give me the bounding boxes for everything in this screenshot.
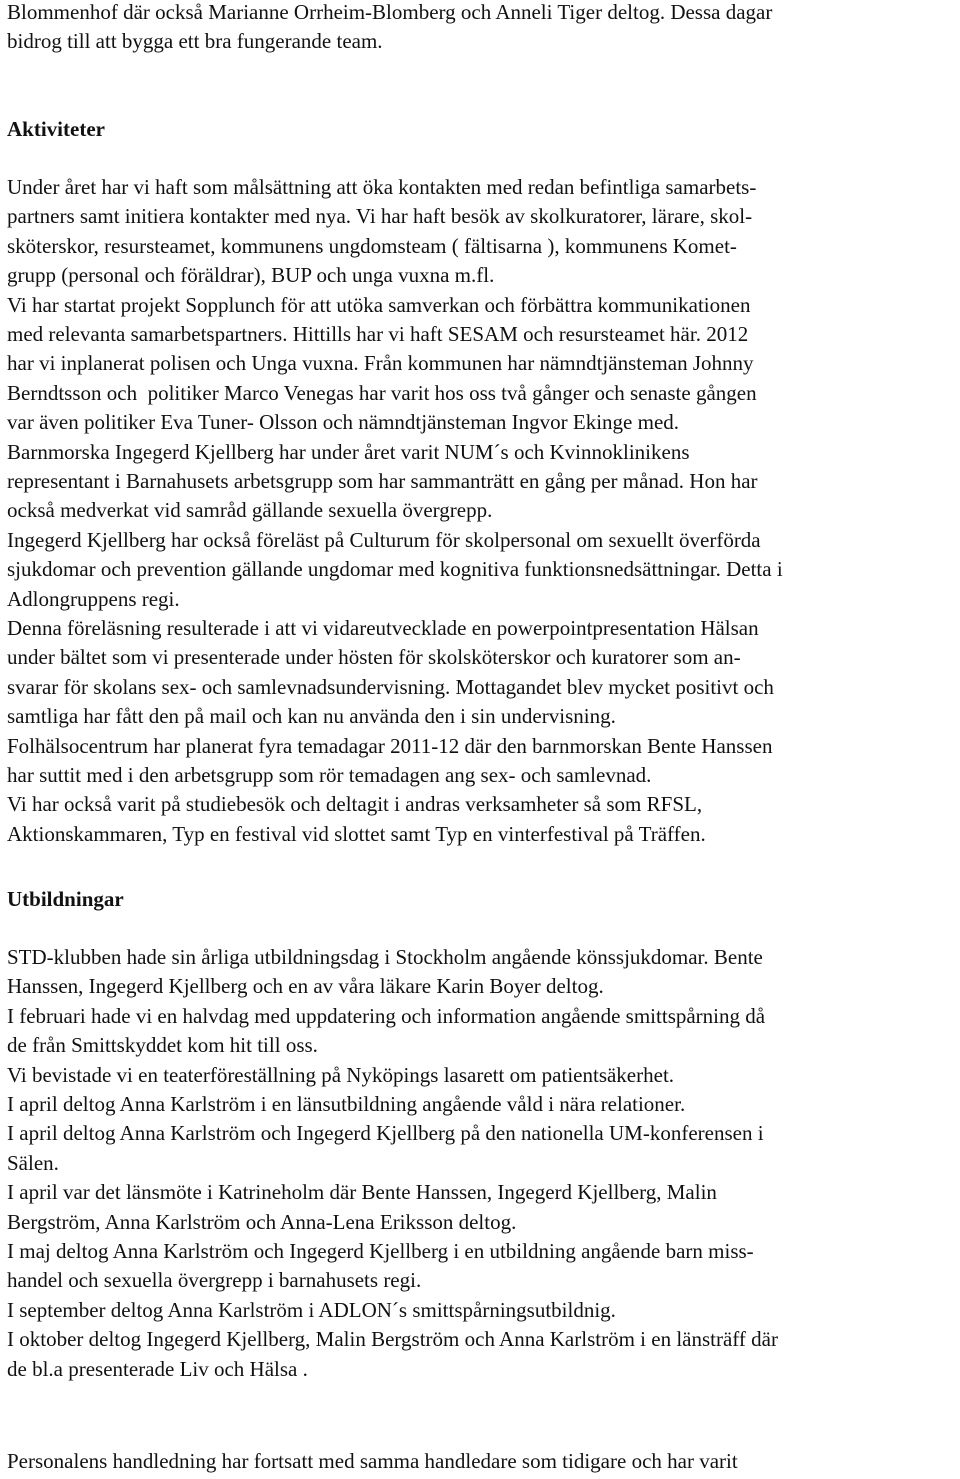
aktiviteter-line: Vi har startat projekt Sopplunch för att utöka samverkan och förbättra kommunikationen	[7, 293, 751, 317]
utbildningar-line: I september deltog Anna Karlström i ADLON´s smittspårningsutbildnig.	[7, 1298, 616, 1322]
utbildningar-line: I maj deltog Anna Karlström och Ingegerd Kjellberg i en utbildning angående barn miss-	[7, 1239, 754, 1263]
section-heading-aktiviteter: Aktiviteter	[7, 117, 105, 141]
utbildningar-line: Bergström, Anna Karlström och Anna-Lena Eriksson deltog.	[7, 1210, 517, 1234]
utbildningar-line: I februari hade vi en halvdag med uppdatering och information angående smittspårning då	[7, 1004, 766, 1028]
intro-line: Blommenhof där också Marianne Orrheim-Blomberg och Anneli Tiger deltog. Dessa dagar	[7, 0, 773, 24]
aktiviteter-line: Adlongruppens regi.	[7, 587, 180, 611]
aktiviteter-line: sköterskor, resursteamet, kommunens ungdomsteam ( fältisarna ), kommunens Komet-	[7, 234, 737, 258]
aktiviteter-line: Folhälsocentrum har planerat fyra temadagar 2011-12 där den barnmorskan Bente Hanssen	[7, 734, 773, 758]
utbildningar-line: handel och sexuella övergrepp i barnahusets regi.	[7, 1268, 422, 1292]
aktiviteter-line: under bältet som vi presenterade under hösten för skolsköterskor och kuratorer som an-	[7, 645, 741, 669]
aktiviteter-line: Barnmorska Ingegerd Kjellberg har under året varit NUM´s och Kvinnoklinikens	[7, 440, 690, 464]
aktiviteter-line: partners samt initiera kontakter med nya. Vi har haft besök av skolkuratorer, lärare, skol-	[7, 204, 753, 228]
utbildningar-line: Sälen.	[7, 1151, 59, 1175]
aktiviteter-line: grupp (personal och föräldrar), BUP och unga vuxna m.fl.	[7, 263, 495, 287]
utbildningar-line: de bl.a presenterade Liv och Hälsa .	[7, 1357, 308, 1381]
aktiviteter-line: har vi inplanerat polisen och Unga vuxna. Från kommunen har nämndtjänsteman Johnny	[7, 351, 754, 375]
utbildningar-line: de från Smittskyddet kom hit till oss.	[7, 1033, 318, 1057]
utbildningar-line: I april deltog Anna Karlström och Ingegerd Kjellberg på den nationella UM-konferensen i	[7, 1121, 764, 1145]
section-heading-utbildningar: Utbildningar	[7, 887, 124, 911]
aktiviteter-line: med relevanta samarbetspartners. Hittills har vi haft SESAM och resursteamet här. 2012	[7, 322, 749, 346]
aktiviteter-line: Under året har vi haft som målsättning att öka kontakten med redan befintliga samarbets-	[7, 175, 757, 199]
utbildningar-line: Vi bevistade vi en teaterföreställning på Nyköpings lasarett om patientsäkerhet.	[7, 1063, 675, 1087]
utbildningar-line: STD-klubben hade sin årliga utbildningsdag i Stockholm angående könssjukdomar. Bente	[7, 945, 763, 969]
aktiviteter-line: Ingegerd Kjellberg har också föreläst på Culturum för skolpersonal om sexuellt överförda	[7, 528, 761, 552]
aktiviteter-line: representant i Barnahusets arbetsgrupp som har sammanträtt en gång per månad. Hon har	[7, 469, 758, 493]
utbildningar-line: I oktober deltog Ingegerd Kjellberg, Malin Bergström och Anna Karlström i en länsträff där	[7, 1327, 778, 1351]
utbildningar-line: Hanssen, Ingegerd Kjellberg och en av våra läkare Karin Boyer deltog.	[7, 974, 604, 998]
intro-line: bidrog till att bygga ett bra fungerande team.	[7, 29, 383, 53]
aktiviteter-line: har suttit med i den arbetsgrupp som rör temadagen ang sex- och samlevnad.	[7, 763, 652, 787]
closing-line: Personalens handledning har fortsatt med samma handledare som tidigare och har varit	[7, 1449, 738, 1473]
aktiviteter-line: samtliga har fått den på mail och kan nu använda den i sin undervisning.	[7, 704, 616, 728]
utbildningar-line: I april var det länsmöte i Katrineholm där Bente Hanssen, Ingegerd Kjellberg, Malin	[7, 1180, 717, 1204]
utbildningar-line: I april deltog Anna Karlström i en länsutbildning angående våld i nära relationer.	[7, 1092, 686, 1116]
aktiviteter-line: svarar för skolans sex- och samlevnadsundervisning. Mottagandet blev mycket positivt och	[7, 675, 774, 699]
aktiviteter-line: Vi har också varit på studiebesök och deltagit i andras verksamheter så som RFSL,	[7, 792, 703, 816]
aktiviteter-line: sjukdomar och prevention gällande ungdomar med kognitiva funktionsnedsättningar. Detta i	[7, 557, 783, 581]
aktiviteter-line: Aktionskammaren, Typ en festival vid slottet samt Typ en vinterfestival på Träffen.	[7, 822, 706, 846]
aktiviteter-line: Denna föreläsning resulterade i att vi vidareutvecklade en powerpointpresentation Hälsan	[7, 616, 759, 640]
aktiviteter-line: Berndtsson och politiker Marco Venegas har varit hos oss två gånger och senaste gången	[7, 381, 757, 405]
aktiviteter-line: var även politiker Eva Tuner- Olsson och nämndtjänsteman Ingvor Ekinge med.	[7, 410, 680, 434]
aktiviteter-line: också medverkat vid samråd gällande sexuella övergrepp.	[7, 498, 493, 522]
